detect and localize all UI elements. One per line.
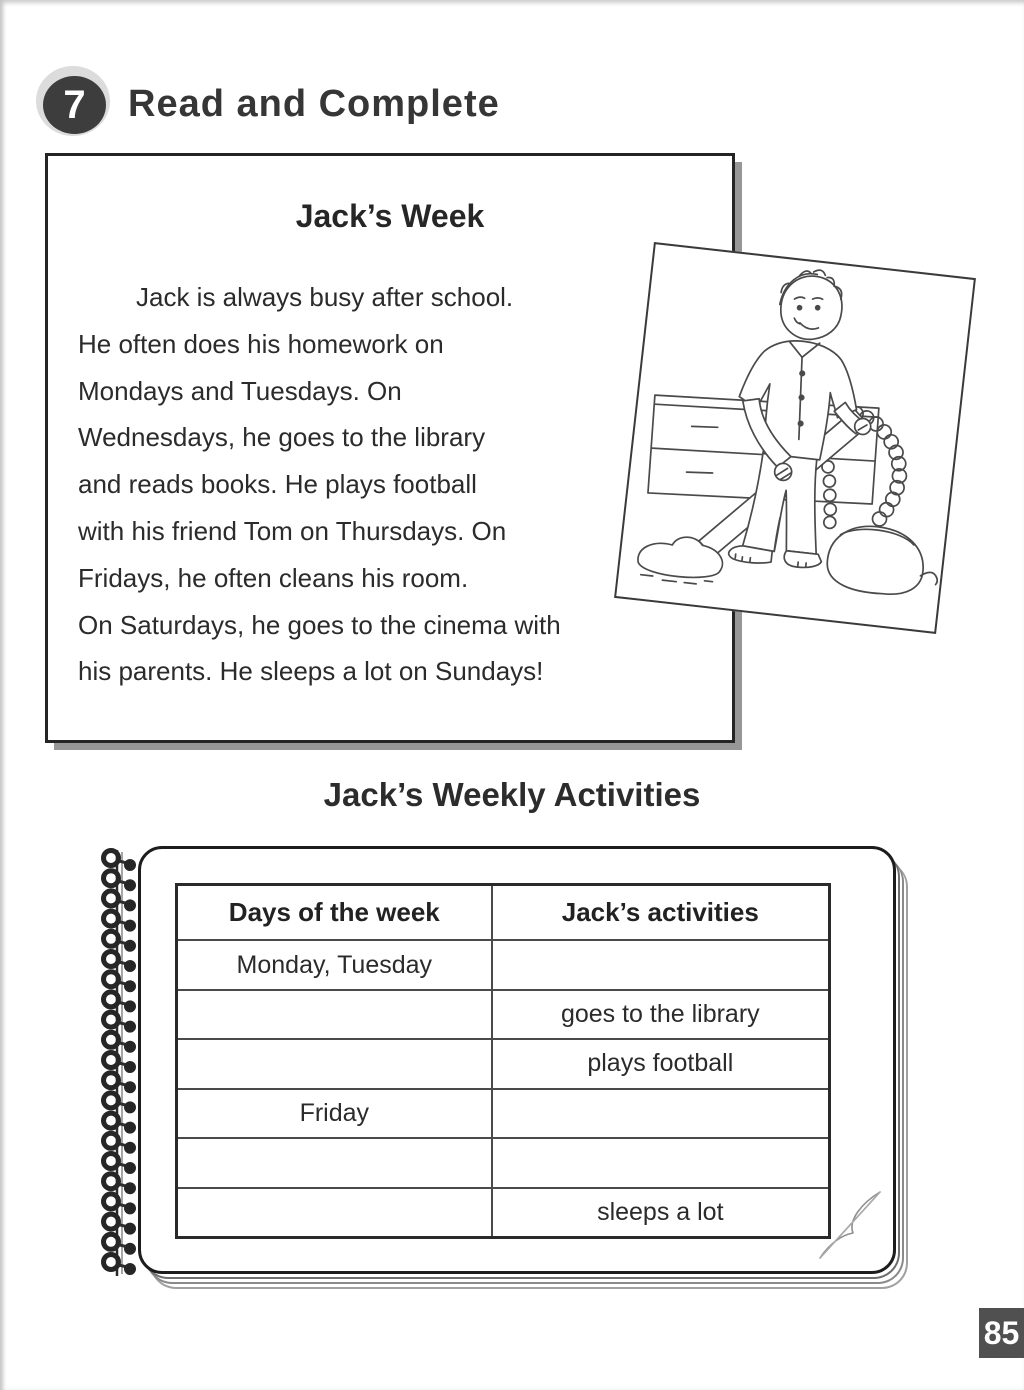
- spiral-binding: [96, 846, 148, 1282]
- passage-line: Mondays and Tuesdays. On: [78, 375, 402, 406]
- activity-cell-blank[interactable]: [493, 1090, 828, 1137]
- passage-title: Jack’s Week: [295, 198, 485, 234]
- activities-table: [175, 883, 831, 1239]
- day-cell-blank[interactable]: [178, 1189, 493, 1236]
- col-header-activities: Jack’s activities: [561, 897, 759, 928]
- passage-line: On Saturdays, he goes to the cinema with: [78, 609, 561, 640]
- exercise-number: 7: [63, 83, 86, 127]
- exercise-title: Read and Complete: [128, 83, 500, 125]
- exercise-header: [0, 0, 1024, 160]
- passage-line: Jack is always busy after school.: [136, 282, 514, 312]
- illustration-boy-vacuuming: [614, 242, 976, 634]
- activity-cell-blank[interactable]: [493, 941, 828, 988]
- table-header-row: [178, 886, 828, 939]
- table-row: [178, 1038, 828, 1087]
- passage-line: his parents. He sleeps a lot on Sundays!: [78, 656, 544, 687]
- passage-line: and reads books. He plays football: [78, 469, 477, 500]
- activity-cell: plays football: [587, 1049, 734, 1078]
- activity-cell-blank[interactable]: [493, 1139, 828, 1186]
- col-header-days: Days of the week: [178, 886, 493, 939]
- activity-cell: goes to the library: [560, 1000, 760, 1029]
- table-row: [178, 1137, 828, 1186]
- page-number: 85: [983, 1314, 1020, 1351]
- day-cell: Friday: [178, 1090, 493, 1137]
- passage-line: He often does his homework on: [78, 328, 444, 359]
- passage-line: Fridays, he often cleans his room.: [78, 562, 469, 593]
- day-cell-blank[interactable]: [178, 991, 493, 1038]
- table-row: [178, 1088, 828, 1137]
- table-row: [178, 989, 828, 1038]
- passage-line: Wednesdays, he goes to the library: [78, 422, 486, 453]
- passage-text: [78, 274, 708, 695]
- table-row: [178, 1187, 828, 1236]
- exercise-number-badge: [43, 76, 106, 134]
- page-number-badge: [979, 1308, 1024, 1358]
- day-cell-blank[interactable]: [178, 1139, 493, 1186]
- activity-cell: sleeps a lot: [597, 1197, 724, 1226]
- day-cell-blank[interactable]: [178, 1040, 493, 1087]
- day-cell: Monday, Tuesday: [178, 941, 493, 988]
- activities-title: Jack’s Weekly Activities: [323, 776, 701, 813]
- passage-line: with his friend Tom on Thursdays. On: [78, 515, 507, 546]
- table-row: [178, 939, 828, 988]
